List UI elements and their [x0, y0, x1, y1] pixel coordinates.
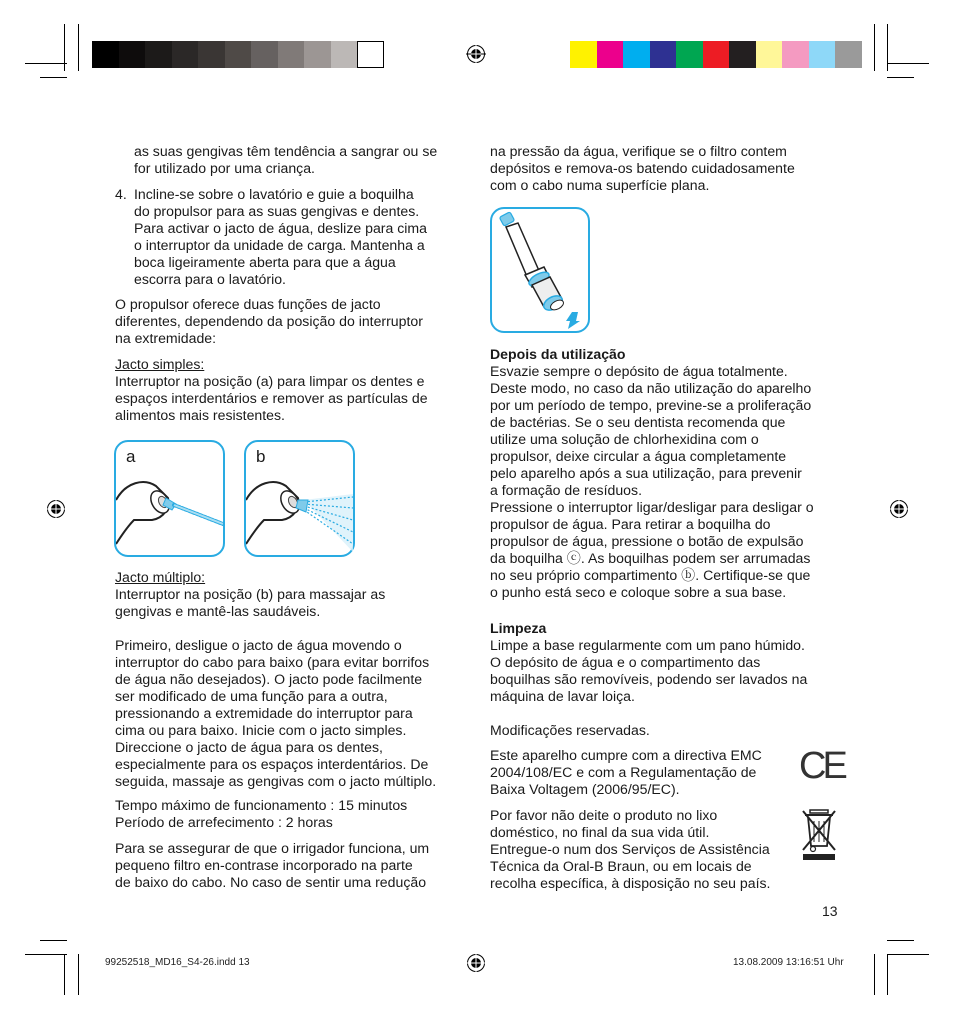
- registration-mark-icon: [889, 499, 909, 519]
- color-swatch: [92, 41, 119, 68]
- simple-jet-section: [115, 356, 428, 424]
- after-use-section: [490, 346, 814, 601]
- text-line: for utilizado por uma criança.: [134, 160, 315, 176]
- crossed-bin-icon: [800, 806, 838, 862]
- text-line: Período de arrefecimento : 2 horas: [115, 814, 333, 830]
- text-line: alimentos mais resistentes.: [115, 407, 285, 423]
- text-line: Para se assegurar de que o irrigador funciona, um: [115, 840, 430, 856]
- color-swatch: [676, 41, 703, 68]
- text-line: diferentes, dependendo da posição do interruptor: [115, 313, 423, 329]
- text-line: da boquilha ⓒ. As boquilhas podem ser arrumadas: [490, 550, 811, 566]
- text-line: propulsor de água, pressione o botão de expulsão: [490, 533, 804, 549]
- text-line: pelo aparelho após a sua utilização, para prevenir: [490, 465, 802, 481]
- text-line: o punho está seco e coloque sobre a sua base.: [490, 584, 787, 600]
- color-swatch: [597, 41, 624, 68]
- color-swatch: [251, 41, 278, 68]
- text-line: boquilhas são removíveis, podendo ser lavados na: [490, 671, 808, 687]
- figure-label-b: b: [256, 447, 266, 466]
- color-swatch: [570, 41, 597, 68]
- text-line: Interruptor na posição (b) para massajar as: [115, 586, 386, 602]
- text-line: seguida, massaje as gengivas com o jacto múltiplo.: [115, 773, 437, 789]
- page-number: 13: [822, 903, 838, 919]
- text-line: máquina de lavar loiça.: [490, 688, 635, 704]
- figure-b-multi-jet: [244, 440, 355, 557]
- figure-nozzle-filter: [490, 207, 590, 333]
- simple-jet-heading: Jacto simples:: [115, 356, 205, 372]
- text-line: de bactérias. Se o seu dentista recomenda que: [490, 414, 786, 430]
- multi-jet-heading: Jacto múltiplo:: [115, 569, 206, 585]
- disposal-paragraph: [490, 807, 770, 892]
- text-line: Entregue-o num dos Serviços de Assistência: [490, 841, 770, 857]
- text-line: propulsor, deixe circular a água completamente: [490, 448, 787, 464]
- text-line: as suas gengivas têm tendência a sangrar ou se: [134, 143, 438, 159]
- handle-single-jet-illustration: [116, 442, 223, 555]
- color-swatch: [357, 41, 384, 68]
- text-line: Por favor não deite o produto no lixo: [490, 807, 718, 823]
- file-slug: 99252518_MD16_S4-26.indd 13: [105, 957, 250, 968]
- color-swatch: [198, 41, 225, 68]
- text-line: Interruptor na posição (a) para limpar os dentes e: [115, 373, 425, 389]
- text-line: na extremidade:: [115, 330, 217, 346]
- color-swatch: [703, 41, 730, 68]
- figure-label-a: a: [126, 447, 136, 466]
- text-line: de água não desejados). O jacto pode facilmente: [115, 671, 423, 687]
- nozzle-illustration: [492, 209, 588, 331]
- after-use-heading: Depois da utilização: [490, 346, 626, 362]
- text-line: Técnica da Oral-B Braun, ou em locais de: [490, 858, 752, 874]
- text-line: Este aparelho cumpre com a directiva EMC: [490, 747, 762, 763]
- text-line: Primeiro, desligue o jacto de água movendo o: [115, 637, 402, 653]
- text-line: Deste modo, no caso da não utilização do aparelho: [490, 380, 812, 396]
- text-line: no seu próprio compartimento ⓑ. Certifique-se que: [490, 567, 811, 583]
- multi-jet-section: [115, 569, 385, 620]
- text-line: cima ou para baixo. Inicie com o jacto simples.: [115, 722, 407, 738]
- color-swatch: [809, 41, 836, 68]
- print-timestamp: 13.08.2009 13:16:51 Uhr: [733, 957, 844, 968]
- text-line: doméstico, no final da sua vida útil.: [490, 824, 710, 840]
- color-swatch: [304, 41, 331, 68]
- text-line: Pressione o interruptor ligar/desligar para desligar o: [490, 499, 814, 515]
- modifications-note: Modificações reservadas.: [490, 722, 650, 738]
- text-line: pequeno filtro en-contrase incorporado na parte: [115, 857, 413, 873]
- color-swatch: [650, 41, 677, 68]
- ce-mark-icon: CE: [799, 745, 844, 787]
- text-line: utilize uma solução de chlorhexidina com o: [490, 431, 759, 447]
- registration-mark-icon: [46, 499, 66, 519]
- text-line: pressionando a extremidade do interruptor para: [115, 705, 413, 721]
- text-line: O propulsor oferece duas funções de jacto: [115, 296, 381, 312]
- text-line: Esvazie sempre o depósito de água totalmente.: [490, 363, 788, 379]
- color-swatch: [782, 41, 809, 68]
- list-item-4: [134, 186, 427, 288]
- text-line: espaços interdentários e remover as partículas de: [115, 390, 428, 406]
- text-line: interruptor do cabo para baixo (para evitar borrifos: [115, 654, 430, 670]
- text-line: com o cabo numa superfície plana.: [490, 177, 710, 193]
- text-line: por um período de tempo, previne-se a proliferação: [490, 397, 812, 413]
- filter-continued-paragraph: [490, 143, 795, 194]
- registration-mark-icon: [466, 44, 486, 64]
- functions-paragraph: [115, 296, 423, 347]
- text-line: Para activar o jacto de água, deslize para cima: [134, 220, 427, 236]
- color-swatch: [225, 41, 252, 68]
- text-line: de baixo do cabo. No caso de sentir uma redução: [115, 874, 427, 890]
- text-line: depósitos e remova-os batendo cuidadosamente: [490, 160, 795, 176]
- text-line: ser modificado de uma função para a outra,: [115, 688, 388, 704]
- text-line: propulsor de água. Para retirar a boquilha do: [490, 516, 771, 532]
- cleaning-heading: Limpeza: [490, 620, 547, 636]
- color-swatch: [145, 41, 172, 68]
- usage-paragraph: [115, 637, 436, 790]
- text-line: recolha específica, à disposição no seu país.: [490, 875, 771, 891]
- text-line: o interruptor da unidade de carga. Mantenha a: [134, 237, 425, 253]
- text-line: Incline-se sobre o lavatório e guie a boquilha: [134, 186, 414, 202]
- color-swatch: [623, 41, 650, 68]
- text-line: escorra para o lavatório.: [134, 271, 286, 287]
- color-swatch: [729, 41, 756, 68]
- text-line: na pressão da água, verifique se o filtro contem: [490, 143, 787, 159]
- filter-paragraph: [115, 840, 429, 891]
- color-swatch: [331, 41, 358, 68]
- color-swatch: [172, 41, 199, 68]
- registration-mark-icon: [466, 953, 486, 973]
- timing-paragraph: [115, 797, 407, 831]
- text-line: especialmente para os espaços interdentários. De: [115, 756, 429, 772]
- color-swatch: [119, 41, 146, 68]
- text-line: Tempo máximo de funcionamento : 15 minutos: [115, 797, 408, 813]
- ce-compliance-paragraph: [490, 747, 762, 798]
- text-line: Baixa Voltagem (2006/95/EC).: [490, 781, 680, 797]
- text-line: O depósito de água e o compartimento das: [490, 654, 761, 670]
- figure-a-single-jet: [114, 440, 225, 557]
- color-swatch: [835, 41, 862, 68]
- cleaning-section: [490, 620, 807, 705]
- text-line: a formação de resíduos.: [490, 482, 642, 498]
- text-line: boca ligeiramente aberta para que a água: [134, 254, 396, 270]
- text-line: Direccione o jacto de água para os dentes,: [115, 739, 383, 755]
- continued-list-text: [134, 143, 437, 177]
- color-swatch: [278, 41, 305, 68]
- color-swatch: [756, 41, 783, 68]
- text-line: 2004/108/EC e com a Regulamentação de: [490, 764, 757, 780]
- text-line: do propulsor para as suas gengivas e dentes.: [134, 203, 420, 219]
- handle-multi-jet-illustration: [246, 442, 353, 555]
- text-line: gengivas e mantê-las saudáveis.: [115, 603, 321, 619]
- list-number: 4.: [115, 186, 127, 202]
- text-line: Limpe a base regularmente com um pano húmido.: [490, 637, 805, 653]
